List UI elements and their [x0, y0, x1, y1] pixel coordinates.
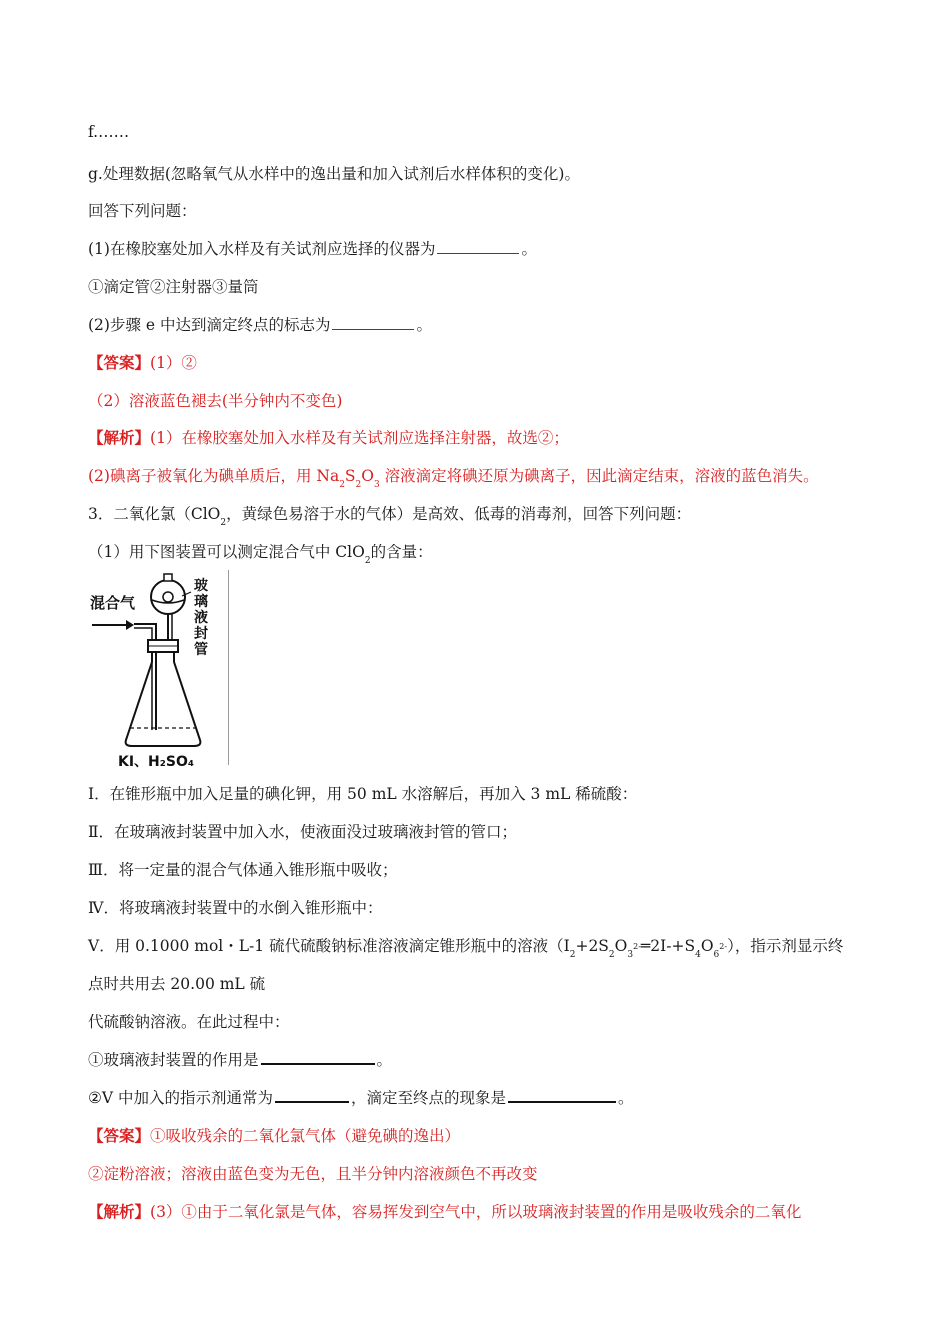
answer-tag-2: 【答案】: [88, 1126, 151, 1145]
question-a: ①玻璃液封装置的作用是 。: [88, 1051, 393, 1069]
text-line-answer-prompt: 回答下列问题：: [88, 202, 197, 220]
step-4: Ⅳ．将玻璃液封装置中的水倒入锥形瓶中：: [88, 899, 383, 917]
seal-bulb: [151, 580, 185, 614]
text-line-g: g.处理数据(忽略氧气从水样中的逸出量和加入试剂后水样体积的变化)。: [88, 165, 580, 183]
answer-blank-3[interactable]: [261, 1049, 375, 1065]
tube-label-2: 璃: [194, 594, 208, 610]
answer-blank-5[interactable]: [508, 1087, 616, 1103]
inner-tube-mouth: [163, 592, 173, 602]
tube-label-4: 封: [194, 626, 208, 642]
answer-blank-4[interactable]: [275, 1087, 349, 1103]
label-pointer: [182, 592, 191, 596]
answer-line-3: 【答案】①吸收残余的二氧化氯气体（避免碘的逸出）: [88, 1126, 461, 1145]
answer-line-4: ②淀粉溶液；溶液由蓝色变为无色，且半分钟内溶液颜色不再改变: [88, 1165, 538, 1183]
figure-divider: [228, 570, 229, 765]
conical-flask: [126, 652, 201, 746]
step-5: Ⅴ．用 0.1000 mol・L-1 硫代硫酸钠标准溶液滴定锥形瓶中的溶液$(I_2+2S_2O_3^{2-}═2I-+S_4O_6^{2-})$，指示剂显示终: [88, 937, 844, 960]
question-1: (1)在橡胶塞处加入水样及有关试剂应选择的仪器为 。: [88, 240, 537, 258]
answer-line-2: （2）溶液蓝色褪去(半分钟内不变色): [88, 392, 343, 410]
answer-tag: 【答案】: [88, 353, 151, 372]
step-5-cont: 点时共用去 20.00 mL 硫: [88, 975, 266, 993]
explanation-line-1: 【解析】(1）在橡胶塞处加入水样及有关试剂应选择注射器，故选②；: [88, 428, 569, 447]
text-line-f: f.……: [88, 123, 130, 141]
step-3: Ⅲ．将一定量的混合气体通入锥形瓶中吸收；: [88, 861, 398, 879]
explanation-tag: 【解析】: [88, 428, 151, 447]
gas-arrow-head: [126, 620, 134, 630]
apparatus-diagram: [88, 570, 233, 770]
explanation-line-3: 【解析】(3）①由于二氧化氯是气体，容易挥发到空气中，所以玻璃液封装置的作用是吸收残余的二氧化: [88, 1202, 802, 1221]
tube-label-1: 玻: [194, 578, 208, 594]
answer-blank-1[interactable]: [437, 239, 519, 254]
explanation-line-2: (2)碘离子被氧化为碘单质后，用 $Na_2S_2O_3$ 溶液滴定将碘还原为碘离子，因此滴定结束，溶液的蓝色消失。: [88, 467, 819, 490]
step-2: Ⅱ．在玻璃液封装置中加入水，使液面没过玻璃液封管的管口；: [88, 823, 518, 841]
bulb-neck: [164, 574, 172, 581]
tube-label-5: 管: [194, 642, 208, 658]
options-line: ①滴定管②注射器③量筒: [88, 278, 259, 296]
apparatus-figure: [88, 570, 233, 770]
step-5-cont-2: 代硫酸钠溶液。在此过程中：: [88, 1013, 290, 1031]
tube-label-3: 液: [194, 610, 208, 626]
gas-label: 混合气: [90, 594, 136, 612]
question-3-part-1: （1）用下图装置可以测定混合气中 ClO$_2$的含量：: [88, 543, 433, 566]
reagent-label: KI、H₂SO₄: [118, 754, 195, 770]
answer-blank-2[interactable]: [332, 315, 414, 330]
question-3-title: 3．二氧化氯（ClO$_2$，黄绿色易溶于水的气体）是高效、低毒的消毒剂，回答下列问题：: [88, 505, 692, 528]
answer-line-1: 【答案】(1）②: [88, 353, 197, 372]
explanation-tag-2: 【解析】: [88, 1202, 151, 1221]
question-2: (2)步骤 e 中达到滴定终点的标志为 。: [88, 316, 432, 334]
question-b: ②V 中加入的指示剂通常为 ，滴定至终点的现象是 。: [88, 1089, 634, 1107]
step-1: Ⅰ．在锥形瓶中加入足量的碘化钾，用 50 mL 水溶解后，再加入 3 mL 稀硫酸：: [88, 785, 638, 803]
